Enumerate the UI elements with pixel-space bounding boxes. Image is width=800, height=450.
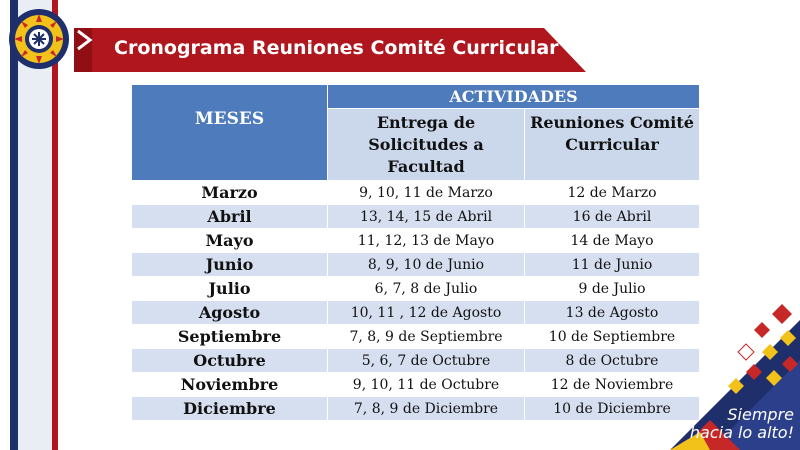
meeting-cell: 8 de Octubre (525, 349, 700, 373)
meeting-cell: 10 de Septiembre (525, 325, 700, 349)
column-header-submission: Entrega de Solicitudes a Facultad (328, 109, 525, 181)
month-cell: Diciembre (132, 397, 328, 421)
slogan-line-1: Siempre (727, 405, 794, 424)
submission-cell: 6, 7, 8 de Julio (328, 277, 525, 301)
meeting-cell: 12 de Marzo (525, 181, 700, 205)
month-cell: Abril (132, 205, 328, 229)
table-row (132, 229, 700, 253)
table-row (132, 373, 700, 397)
submission-cell: 5, 6, 7 de Octubre (328, 349, 525, 373)
submission-cell: 10, 11 , 12 de Agosto (328, 301, 525, 325)
slogan-line-2: hacia lo alto! (689, 423, 794, 442)
table-row (132, 301, 700, 325)
submission-cell: 9, 10, 11 de Marzo (328, 181, 525, 205)
meeting-cell: 10 de Diciembre (525, 397, 700, 421)
table-row (132, 397, 700, 421)
submission-cell: 11, 12, 13 de Mayo (328, 229, 525, 253)
meeting-cell: 9 de Julio (525, 277, 700, 301)
meeting-cell: 13 de Agosto (525, 301, 700, 325)
table-row (132, 325, 700, 349)
meeting-cell: 12 de Noviembre (525, 373, 700, 397)
table-row (132, 205, 700, 229)
submission-cell: 7, 8, 9 de Diciembre (328, 397, 525, 421)
table-row (132, 181, 700, 205)
submission-cell: 9, 10, 11 de Octubre (328, 373, 525, 397)
submission-cell: 7, 8, 9 de Septiembre (328, 325, 525, 349)
month-cell: Julio (132, 277, 328, 301)
month-cell: Junio (132, 253, 328, 277)
university-seal-logo (8, 8, 70, 70)
submission-cell: 13, 14, 15 de Abril (328, 205, 525, 229)
month-cell: Agosto (132, 301, 328, 325)
table-row (132, 253, 700, 277)
schedule-table (131, 84, 699, 421)
table-row (132, 277, 700, 301)
month-cell: Marzo (132, 181, 328, 205)
chevron-right-icon (74, 28, 96, 52)
meeting-cell: 11 de Junio (525, 253, 700, 277)
month-cell: Octubre (132, 349, 328, 373)
column-header-meetings: Reuniones Comité Curricular (525, 109, 700, 181)
column-group-header-activities: ACTIVIDADES (328, 85, 700, 109)
meeting-cell: 14 de Mayo (525, 229, 700, 253)
month-cell: Septiembre (132, 325, 328, 349)
column-header-months: MESES (132, 85, 328, 181)
month-cell: Noviembre (132, 373, 328, 397)
title-banner (74, 28, 586, 72)
slogan (690, 406, 794, 442)
page-title: Cronograma Reuniones Comité Curricular (114, 37, 559, 59)
meeting-cell: 16 de Abril (525, 205, 700, 229)
submission-cell: 8, 9, 10 de Junio (328, 253, 525, 277)
table-row (132, 349, 700, 373)
month-cell: Mayo (132, 229, 328, 253)
